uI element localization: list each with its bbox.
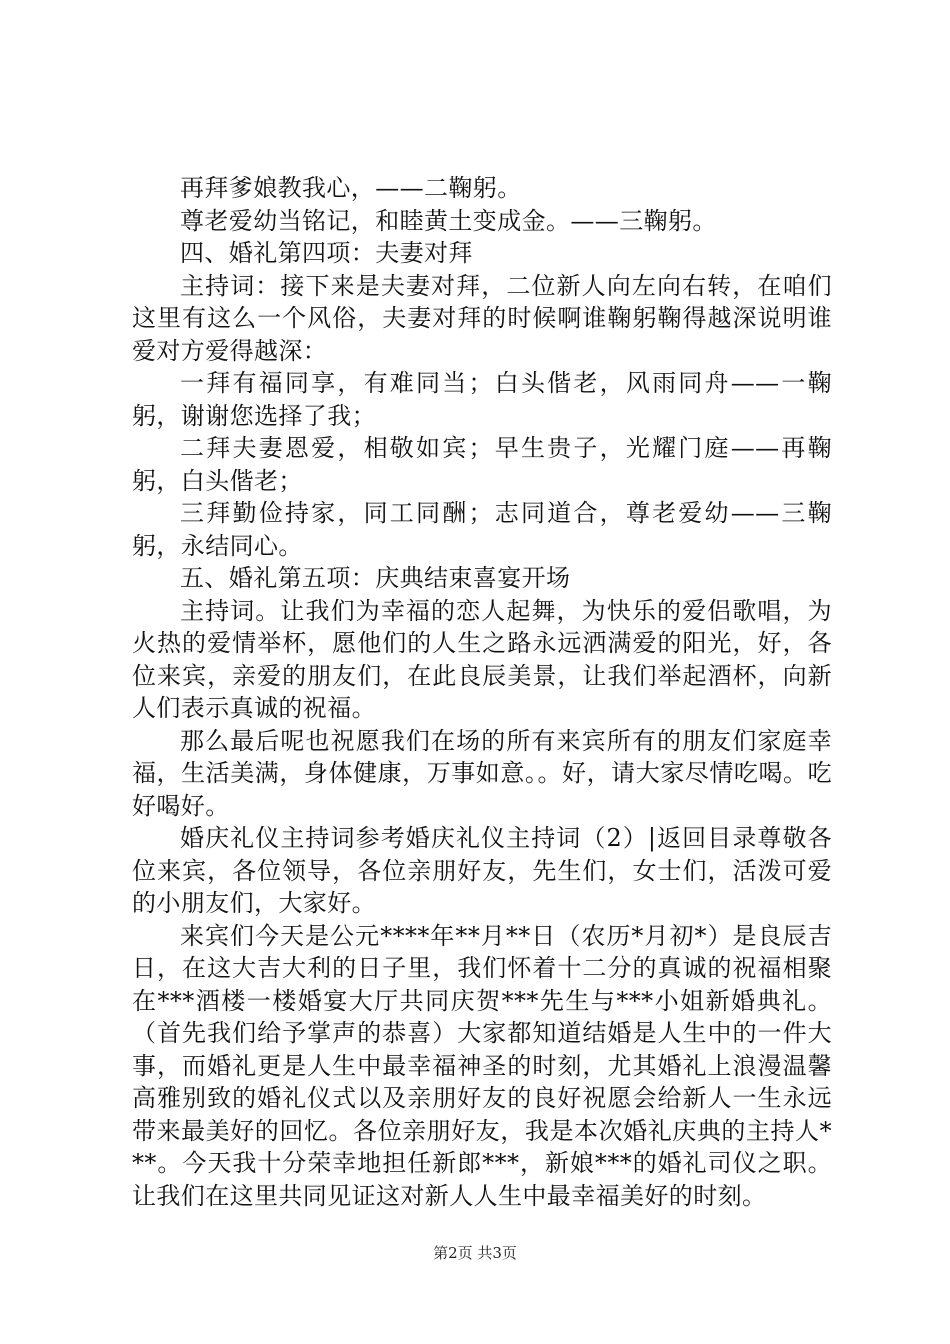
paragraph: 主持词。让我们为幸福的恋人起舞，为快乐的爱侣歌唱，为火热的爱情举杯，愿他们的人生之路永远洒满爱的阳光，好，各位来宾，亲爱的朋友们，在此良辰美景，让我们举起酒杯，向新人们表示真诚的祝福。 bbox=[132, 596, 832, 722]
paragraph: 来宾们今天是公元****年**月**日（农历*月初*）是良辰吉日，在这大吉大利的日子里，我们怀着十二分的真诚的祝福相聚在***酒楼一楼婚宴大厅共同庆贺***先生与***小姐新婚典礼。（首先我们给予掌声的恭喜）大家都知道结婚是人生中的一件大事，而婚礼更是人生中最幸福神圣的时刻，尤其婚礼上浪漫温馨高雅别致的婚礼仪式以及亲朋好友的良好祝愿会给新人一生永远带来最美好的回忆。各位亲朋好友，我是本次婚礼庆典的主持人***。今天我十分荣幸地担任新郎***，新娘***的婚礼司仪之职。让我们在这里共同见证这对新人人生中最幸福美好的时刻。 bbox=[132, 921, 832, 1210]
document-body bbox=[132, 172, 832, 1212]
page-footer: 第2页 共3页 bbox=[433, 1244, 517, 1262]
paragraph: 二拜夫妻恩爱，相敬如宾；早生贵子，光耀门庭——再鞠躬，白头偕老； bbox=[132, 434, 832, 495]
paragraph: 那么最后呢也祝愿我们在场的所有来宾所有的朋友们家庭幸福，生活美满，身体健康，万事如意。。好，请大家尽情吃喝。吃好喝好。 bbox=[132, 726, 832, 820]
section-heading: 五、婚礼第五项：庆典结束喜宴开场 bbox=[180, 564, 571, 592]
paragraph: 三拜勤俭持家，同工同酬；志同道合，尊老爱幼——三鞠躬，永结同心。 bbox=[132, 499, 832, 560]
paragraph: 一拜有福同享，有难同当；白头偕老，风雨同舟——一鞠躬，谢谢您选择了我； bbox=[132, 369, 832, 430]
paragraph: 再拜爹娘教我心，——二鞠躬。 bbox=[180, 174, 522, 202]
paragraph: 婚庆礼仪主持词参考婚庆礼仪主持词（2）|返回目录尊敬各位来宾，各位领导，各位亲朋好友，先生们，女士们，活泼可爱的小朋友们，大家好。 bbox=[132, 824, 832, 917]
section-heading: 四、婚礼第四项：夫妻对拜 bbox=[180, 239, 473, 267]
paragraph: 主持词：接下来是夫妻对拜，二位新人向左向右转，在咱们这里有这么一个风俗，夫妻对拜的时候啊谁鞠躬鞠得越深说明谁爱对方爱得越深： bbox=[132, 271, 832, 365]
paragraph: 尊老爱幼当铭记，和睦黄土变成金。——三鞠躬。 bbox=[180, 206, 717, 235]
